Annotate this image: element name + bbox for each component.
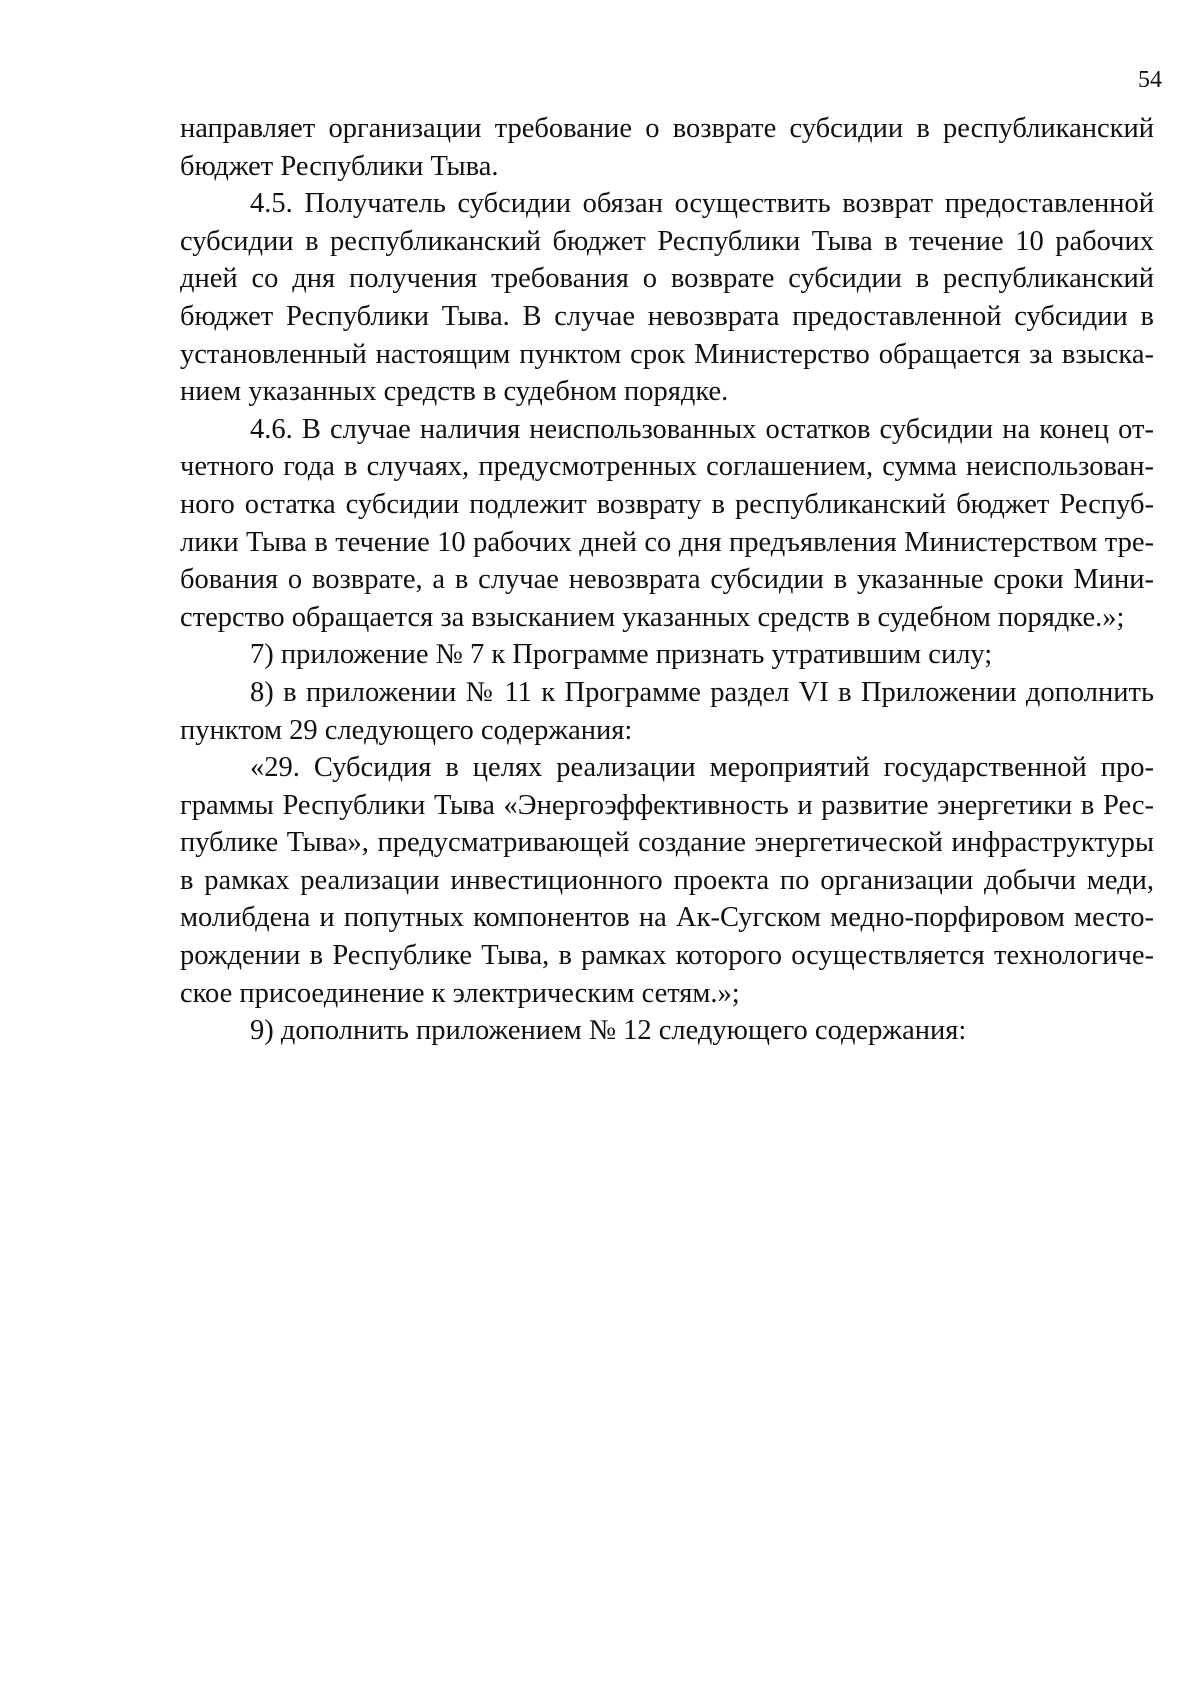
paragraph-item-8: 8) в приложении № 11 к Программе раздел VI в Приложении дополнить пунктом 29 следующего содержания: (180, 676, 1154, 746)
paragraph-4-5: 4.5. Получатель субсидии обязан осуществить возврат предоставленной субсидии в республиканский бюджет Республики Тыва в течение 10 рабочих дней со дня получения требования о возврате субсидии в республиканский бюджет Республики Тыва. В случае невозврата предоставленной субсидии в установленный настоящим пунктом срок Министерство обращается за взысканием указанных средств в судебном порядке. (180, 188, 1154, 408)
paragraph-item-9: 9) дополнить приложением № 12 следующего содержания: (250, 1015, 967, 1047)
page-number: 54 (1138, 67, 1162, 93)
paragraph-continuation: направляет организации требование о возврате субсидии в республиканский бюджет Республики Тыва. (180, 113, 1154, 182)
document-body (180, 110, 1154, 1050)
paragraph-4-6: 4.6. В случае наличия неиспользованных остатков субсидии на конец отчетного года в случаях, предусмотренных соглашением, сумма неиспользованного остатка субсидии подлежит возврату в республиканский бюджет Республики Тыва в течение 10 рабочих дней со дня предъявления Министерством требования о возврате, а в случае невозврата субсидии в указанные сроки Министерство обращается за взысканием указанных средств в судебном порядке.»; (180, 413, 1154, 633)
paragraph-point-29: «29. Субсидия в целях реализации мероприятий государственной программы Республики Тыва «Энергоэффективность и развитие энергетики в Республике Тыва», предусматривающей создание энергетической инфраструктуры в рамках реализации инвестиционного проекта по организации добычи меди, молибдена и попутных компонентов на Ак-Сугском медно-порфировом месторождении в Республике Тыва, в рамках которого осуществляется технологическое присоединение к электрическим сетям.»; (180, 752, 1154, 1009)
paragraph-item-7: 7) приложение № 7 к Программе признать утратившим силу; (250, 639, 993, 671)
